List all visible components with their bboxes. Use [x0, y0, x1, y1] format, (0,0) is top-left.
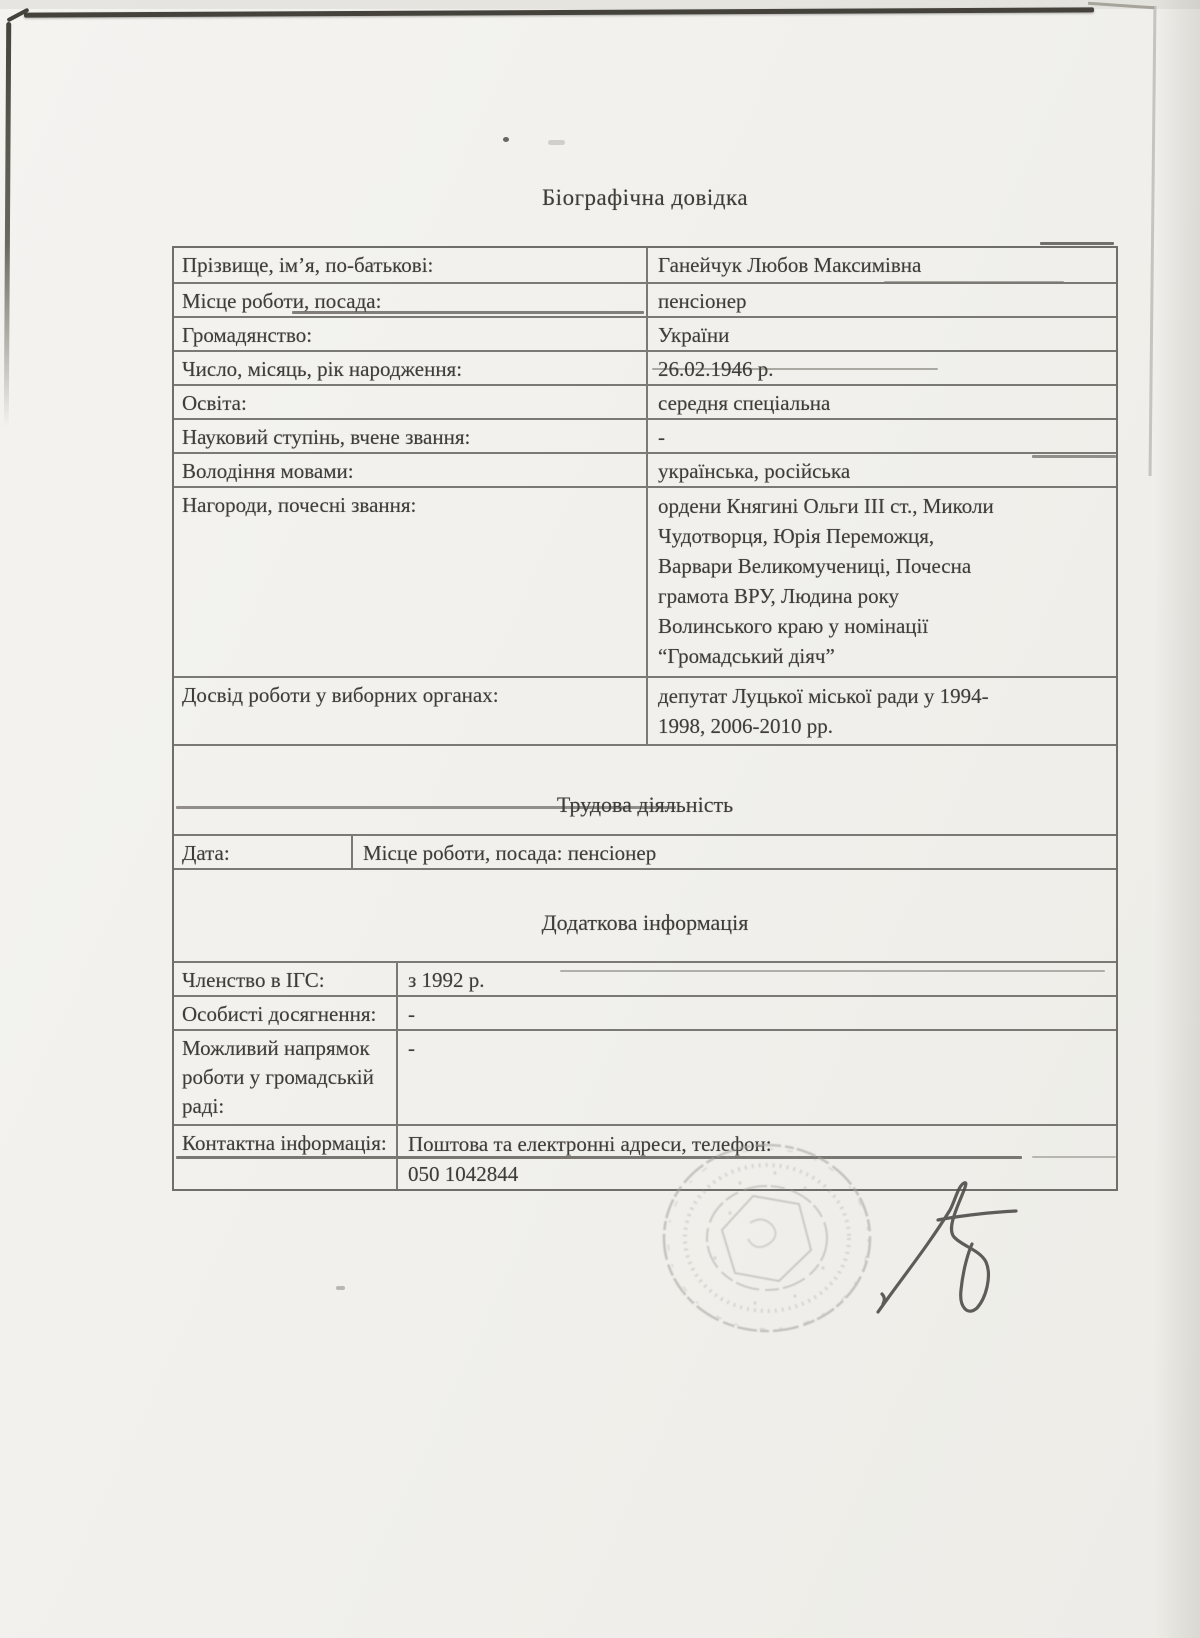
field-label: Особисті досягнення: [174, 997, 398, 1029]
document [172, 183, 1118, 1191]
field-value-line: Поштова та електронні адреси, телефон: [408, 1132, 772, 1156]
field-value-line: ордени Княгині Ольги ІІІ ст., Миколи [658, 494, 994, 518]
field-value-line: Варвари Великомучениці, Почесна [658, 554, 972, 578]
field-value-line: депутат Луцької міської ради у 1994- [658, 684, 989, 708]
field-label: Дата: [174, 836, 353, 868]
field-value: - [658, 425, 665, 449]
field-label: Освіта: [174, 386, 648, 418]
field-label: Контактна інформація: [174, 1126, 398, 1189]
bio-row-elected-experience [174, 678, 1116, 746]
field-value-line: грамота ВРУ, Людина року [658, 584, 900, 608]
field-value [648, 678, 1116, 744]
field-value-line: “Громадський діяч” [658, 644, 835, 668]
field-label: Нагороди, почесні звання: [174, 488, 648, 676]
bio-table [172, 246, 1118, 1191]
ink-speck [503, 137, 509, 142]
field-label: Науковий ступінь, вчене звання: [174, 420, 648, 452]
section-title-work-activity: Трудова діяльність [174, 746, 1116, 836]
field-value: середня спеціальна [658, 391, 831, 415]
field-value: пенсіонер [658, 289, 747, 313]
field-value-line: 1998, 2006-2010 рр. [658, 714, 833, 738]
field-label: Прізвище, ім’я, по-батькові: [174, 248, 648, 282]
field-value: - [408, 1002, 415, 1026]
add-row-personal-achievements [174, 997, 1116, 1031]
handwritten-signature-icon [858, 1158, 1038, 1328]
page-right-fold-shade [1154, 0, 1200, 1638]
field-label: Місце роботи, посада: [174, 284, 648, 316]
field-label: Число, місяць, рік народження: [174, 352, 648, 384]
field-value: 26.02.1946 р. [658, 357, 774, 381]
field-value: українська, російська [658, 459, 851, 483]
page-left-edge [4, 22, 11, 427]
field-value-line: 050 1042844 [408, 1162, 519, 1186]
field-label: Досвід роботи у виборних органах: [174, 678, 648, 744]
field-value: - [408, 1036, 415, 1060]
field-value-line: Волинського краю у номінації [658, 614, 929, 638]
field-value: Місце роботи, посада: пенсіонер [363, 841, 657, 865]
bio-row-birthdate [174, 352, 1116, 386]
field-value-line: Чудотворця, Юрія Переможця, [658, 524, 935, 548]
field-value: України [658, 323, 730, 347]
field-label: Можливий напрямок роботи у громадській раді: [174, 1031, 398, 1124]
bio-row-name [174, 248, 1116, 284]
bio-row-languages [174, 454, 1116, 488]
bio-row-workplace [174, 284, 1116, 318]
add-row-possible-direction [174, 1031, 1116, 1126]
bio-row-degree [174, 420, 1116, 454]
section-title-additional-info: Додаткова інформація [174, 870, 1116, 963]
bio-row-education [174, 386, 1116, 420]
document-title: Біографічна довідка [541, 185, 749, 210]
field-label: Членство в ІГС: [174, 963, 398, 995]
official-stamp-icon [655, 1138, 880, 1343]
bio-row-awards [174, 488, 1116, 678]
ink-speck [336, 1286, 345, 1290]
field-value: з 1992 р. [408, 968, 485, 992]
field-label: Громадянство: [174, 318, 648, 350]
field-value: Ганейчук Любов Максимівна [658, 253, 922, 277]
bio-row-citizenship [174, 318, 1116, 352]
field-label: Володіння мовами: [174, 454, 648, 486]
field-value [648, 488, 1116, 676]
ink-speck [548, 140, 565, 145]
add-row-igs-membership [174, 963, 1116, 997]
work-date-row [174, 836, 1116, 870]
